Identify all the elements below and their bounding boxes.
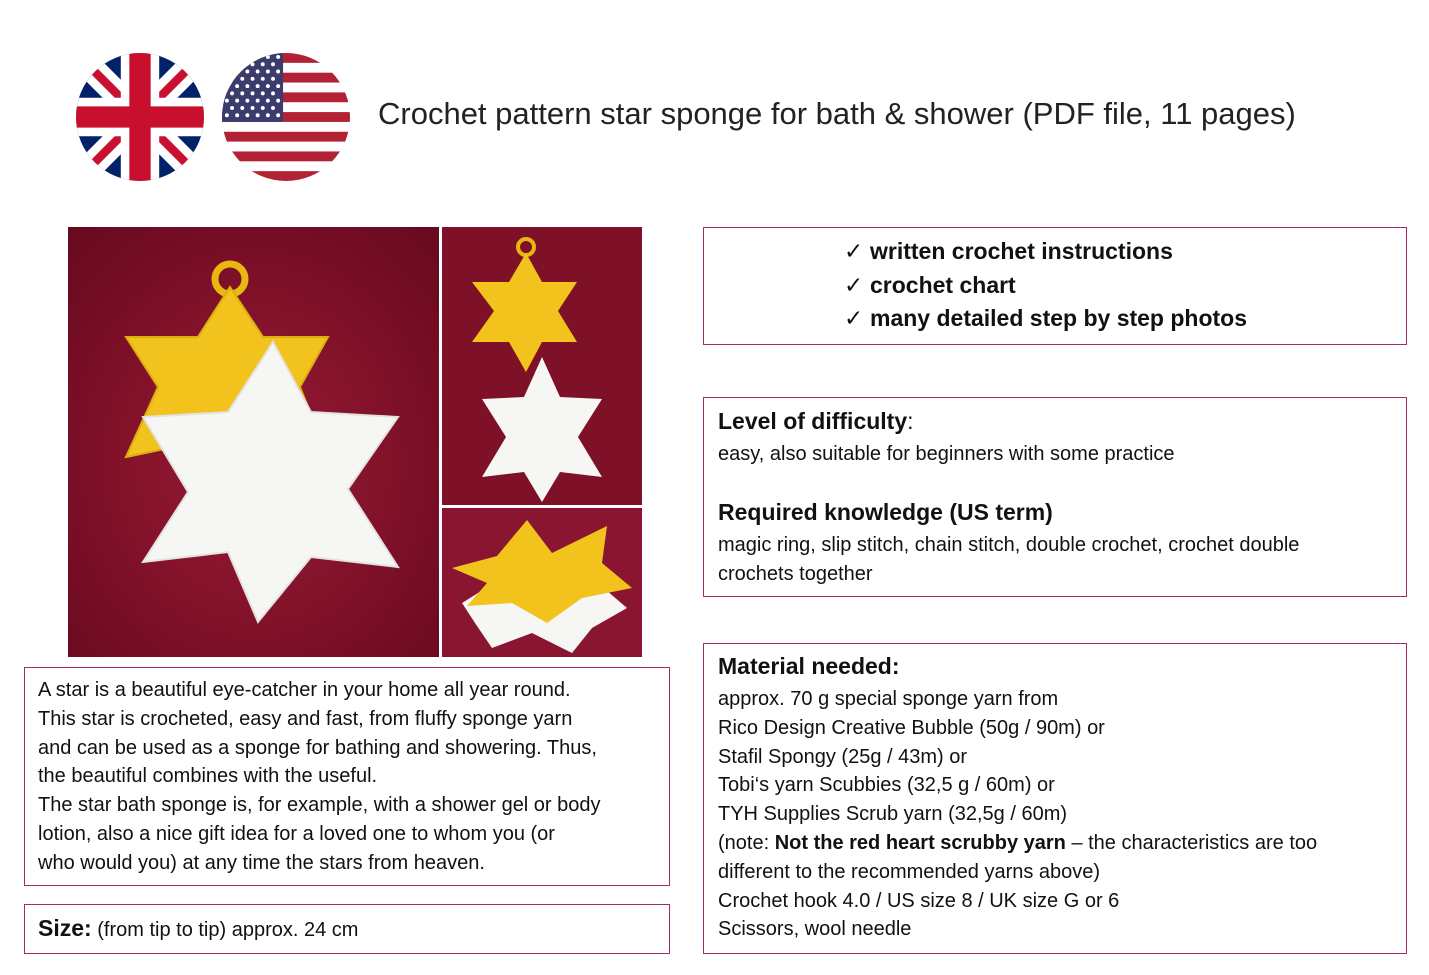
flag-star [266, 55, 270, 59]
flag-star [235, 113, 239, 117]
flag-star [251, 62, 255, 66]
features-box [703, 227, 1407, 345]
flag-star [251, 91, 255, 95]
uk-flag [76, 53, 204, 181]
flag-star [271, 106, 275, 110]
flag-star [276, 55, 280, 59]
knowledge-heading: Required knowledge (US term) [718, 499, 1053, 525]
check-icon: ✓ [844, 238, 864, 264]
list-item: ✓ written crochet instructions [844, 235, 1247, 269]
flag-star [256, 113, 260, 117]
flag-star [276, 70, 280, 74]
flag-star [230, 62, 234, 66]
difficulty-heading: Level of difficulty [718, 408, 908, 434]
flag-star [256, 84, 260, 88]
photo-bottom-right [442, 508, 642, 657]
features-list [844, 235, 1247, 336]
flag-star [225, 99, 229, 103]
size-box [24, 904, 670, 954]
flag-star [230, 77, 234, 81]
check-icon: ✓ [844, 271, 864, 298]
flag-star [235, 84, 239, 88]
material-heading: Material needed: [718, 653, 900, 679]
flag-star [256, 70, 260, 74]
flag-star [225, 55, 229, 59]
flag-star [251, 106, 255, 110]
check-icon: ✓ [844, 305, 864, 331]
photo-top-right [442, 227, 642, 505]
description-text: A star is a beautiful eye-catcher in your home all year round. This star is crocheted, easy and fast, from fluffy sponge yarn and can be used as a sponge for bathing and showering. Thus, the beautiful combines with the useful. The star bath sponge is, for example, with a shower gel or body lotion, also a nice gift idea for a loved one to whom you (or who would you) at any time the stars from heaven. [38, 679, 601, 874]
knowledge-text: magic ring, slip stitch, chain stitch, double crochet, crochet double crochets together [718, 534, 1300, 585]
flag-star [245, 113, 249, 117]
flag-star [245, 84, 249, 88]
flag-star [240, 77, 244, 81]
flag-star [245, 55, 249, 59]
note-warning: Not the red heart scrubby yarn [774, 831, 1066, 854]
flag-star [271, 62, 275, 66]
flag-star [235, 70, 239, 74]
flag-star [245, 99, 249, 103]
flag-star [245, 70, 249, 74]
flag-star [266, 84, 270, 88]
flag-star [276, 99, 280, 103]
flag-star [276, 113, 280, 117]
flag-star [235, 55, 239, 59]
page-title: Crochet pattern star sponge for bath & shower (PDF file, 11 pages) [378, 96, 1296, 131]
flag-star [261, 91, 265, 95]
list-item: ✓ crochet chart [844, 269, 1247, 303]
flag-star [271, 91, 275, 95]
flag-star [225, 113, 229, 117]
flag-star [256, 55, 260, 59]
flag-star [261, 106, 265, 110]
flag-star [266, 113, 270, 117]
material-box [703, 643, 1407, 954]
material-list: approx. 70 g special sponge yarn from Rico Design Creative Bubble (50g / 90m) or Stafil Spongy (25g / 43m) or Tobi‘s yarn Scubbies (32,5 g / 60m) or TYH Supplies Scrub yarn (32,5g / 60m) (note: Not the red heart scrubby yarn – the characteristics are too different to the recommended yarns above) Crochet hook 4.0 / US size 8 / UK size G or 6 Scissors, wool needle [718, 688, 1318, 941]
flag-star [251, 77, 255, 81]
flag-star [230, 91, 234, 95]
description-box [24, 667, 670, 886]
difficulty-box: Level of difficulty: easy, also suitable for beginners with some practice Required knowledge (US term) magic ring, slip stitch, chain stitch, double crochet, crochet double crochets together [703, 397, 1407, 597]
flag-star [261, 77, 265, 81]
flag-star [276, 84, 280, 88]
flag-star [230, 106, 234, 110]
list-item: ✓ many detailed step by step photos [844, 302, 1247, 336]
flag-star [240, 106, 244, 110]
flag-star [261, 62, 265, 66]
main-photo [68, 227, 439, 657]
size-text: (from tip to tip) approx. 24 cm [91, 919, 359, 941]
flag-star [240, 62, 244, 66]
flag-star [235, 99, 239, 103]
flag-star [266, 99, 270, 103]
flag-star [256, 99, 260, 103]
us-flag [222, 53, 350, 181]
flag-star [271, 77, 275, 81]
difficulty-text: easy, also suitable for beginners with some practice [718, 443, 1175, 465]
size-label: Size: [38, 915, 92, 941]
flag-star [240, 91, 244, 95]
flag-star [266, 70, 270, 74]
flag-star [225, 84, 229, 88]
flag-star [225, 70, 229, 74]
